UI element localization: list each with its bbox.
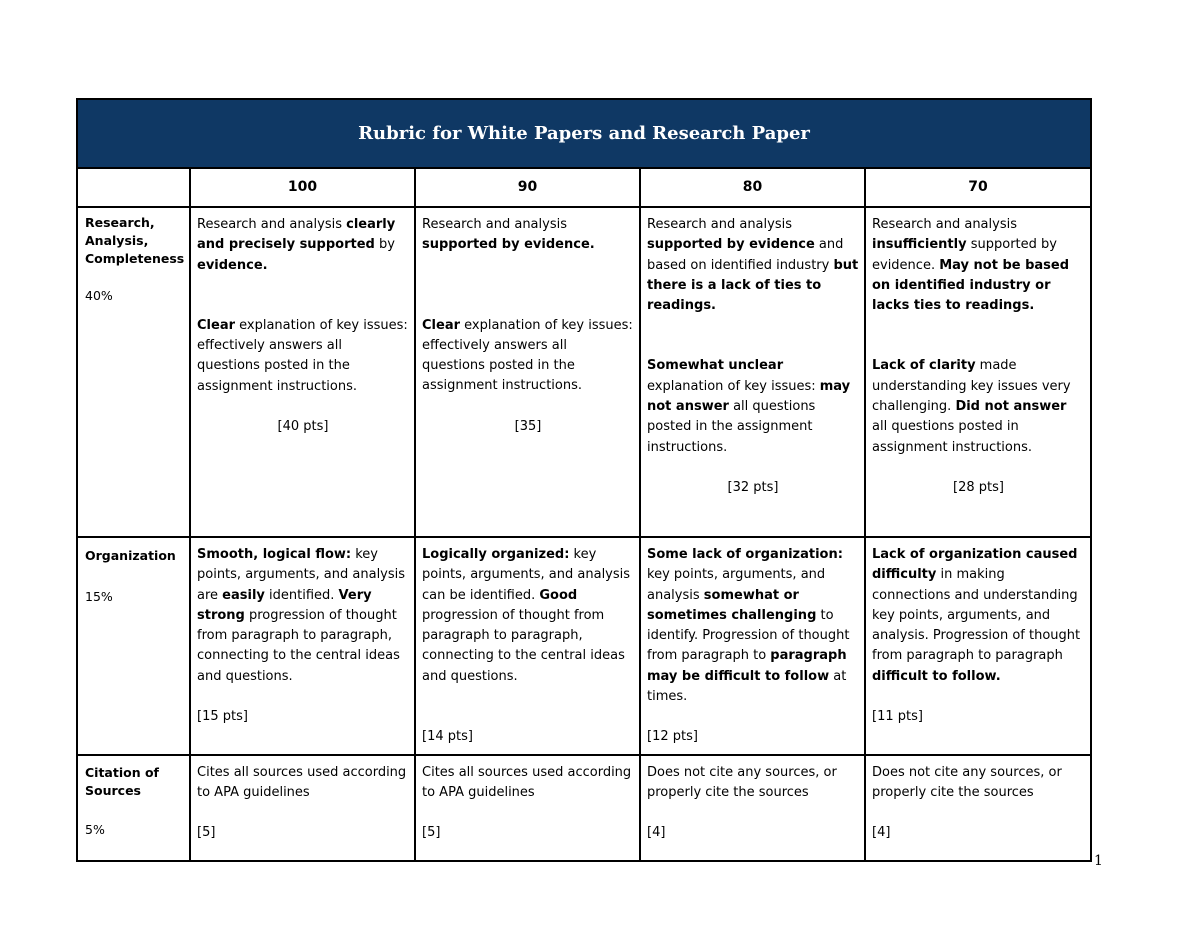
bold-text-run: supported by evidence. <box>422 237 595 253</box>
rubric-table <box>78 169 1090 860</box>
bold-text-run: Smooth, logical flow: <box>197 547 352 562</box>
criterion-name: Completeness <box>85 251 185 266</box>
bold-text-run: but there is a lack of ties to readings. <box>647 257 859 314</box>
bold-text-run: clearly and precisely supported <box>197 217 396 253</box>
cell-points: [32 pts] <box>727 479 779 495</box>
bold-text-run: Logically organized: <box>422 547 570 562</box>
cell-points: [11 pts] <box>872 709 923 725</box>
text-run: key points, arguments, and analysis can be identified. <box>422 547 631 603</box>
rubric-cell <box>190 207 415 537</box>
criterion-weight: 5% <box>85 821 105 837</box>
rubric-cell <box>415 537 640 755</box>
cell-description <box>422 545 634 687</box>
rubric-cell <box>865 537 1090 755</box>
bold-text-run: may not answer <box>647 378 851 415</box>
bold-text-run: evidence. <box>197 257 268 273</box>
cell-points: [28 pts] <box>953 479 1004 495</box>
cell-points: [4] <box>647 825 666 841</box>
bold-text-run: Some lack of organization: <box>647 547 843 562</box>
cell-points: [5] <box>422 825 441 841</box>
text-run: key points, arguments, and analysis are <box>197 547 406 603</box>
cell-description <box>422 763 634 804</box>
score-header-90: 90 <box>415 169 640 207</box>
score-header-70: 70 <box>865 169 1090 207</box>
score-header-80: 80 <box>640 169 865 207</box>
rubric-title-bar <box>78 100 1090 169</box>
text-run: by <box>374 237 395 253</box>
text-run: Research and analysis <box>647 217 792 232</box>
bold-text-run: Very strong <box>197 587 372 623</box>
criterion-cell <box>78 755 190 860</box>
cell-description <box>647 545 859 707</box>
rubric-cell <box>640 755 865 860</box>
text-run: Does not cite any sources, or properly cite the sources <box>647 764 837 800</box>
text-run: at times. <box>647 668 847 705</box>
rubric-cell <box>640 537 865 755</box>
criterion-cell <box>78 207 190 537</box>
cell-description <box>422 215 634 256</box>
text-run: made understanding key issues very challenging. <box>872 358 1071 415</box>
text-run: explanation of key issues: <box>647 378 820 394</box>
text-run: supported by evidence. <box>872 237 1057 273</box>
rubric-table-container <box>76 98 1092 862</box>
bold-text-run: insufficiently <box>872 237 967 253</box>
cell-description <box>197 215 409 276</box>
criterion-header <box>78 169 190 207</box>
criterion-name: Sources <box>85 782 141 798</box>
text-run: progression of thought from paragraph to paragraph, connecting to the central ideas and questions. <box>422 607 625 684</box>
score-header-100: 100 <box>190 169 415 207</box>
cell-description <box>422 316 634 397</box>
text-run: Research and analysis <box>197 217 347 232</box>
cell-points: [15 pts] <box>197 709 248 725</box>
rubric-cell <box>865 755 1090 860</box>
table-row <box>78 207 1090 537</box>
cell-points: [12 pts] <box>647 729 698 745</box>
cell-points: [40 pts] <box>277 419 329 435</box>
text-run: Cites all sources used according to APA guidelines <box>197 764 407 800</box>
criterion-name: Research, <box>85 215 155 230</box>
cell-description <box>197 545 409 687</box>
text-run: in making connections and understanding key points, arguments, and analysis. Progression of thought from paragraph to paragraph <box>872 567 1081 664</box>
text-run: Does not cite any sources, or properly cite the sources <box>872 764 1062 800</box>
text-run: and based on identified industry <box>647 237 844 273</box>
bold-text-run: Good <box>539 587 578 603</box>
cell-points: [35] <box>514 418 542 434</box>
cell-description <box>872 763 1085 804</box>
bold-text-run: easily <box>222 587 265 603</box>
cell-points: [14 pts] <box>422 729 473 745</box>
cell-description <box>197 316 409 397</box>
text-run: progression of thought from paragraph to paragraph, connecting to the central ideas and questions. <box>197 607 400 684</box>
rubric-cell <box>640 207 865 537</box>
bold-text-run: Lack of organization caused difficulty <box>872 547 1078 583</box>
text-run: all questions posted in the assignment instructions. <box>647 399 816 455</box>
text-run: to identify. Progression of thought from paragraph to <box>647 607 850 664</box>
text-run: key points, arguments, and analysis <box>647 567 826 603</box>
rubric-title: Rubric for White Papers and Research Paper <box>358 123 810 144</box>
table-row <box>78 537 1090 755</box>
rubric-cell <box>415 207 640 537</box>
rubric-cell <box>190 537 415 755</box>
cell-description <box>197 763 409 804</box>
text-run: Research and analysis <box>422 217 567 232</box>
rubric-cell <box>190 755 415 860</box>
table-row <box>78 755 1090 860</box>
cell-description <box>647 215 859 316</box>
bold-text-run: Did not answer <box>955 399 1067 415</box>
cell-description <box>647 356 859 457</box>
rubric-cell <box>865 207 1090 537</box>
text-run: Research and analysis <box>872 217 1017 232</box>
criterion-weight: 15% <box>85 589 113 604</box>
criterion-name: Citation of <box>85 764 159 780</box>
cell-points: [4] <box>872 825 891 841</box>
text-run: all questions posted in assignment instructions. <box>872 419 1033 455</box>
bold-text-run: supported by evidence <box>647 237 815 253</box>
cell-points: [5] <box>197 825 216 841</box>
text-run: explanation of key issues: effectively answers all questions posted in the assignment instructions. <box>422 317 633 394</box>
text-run: explanation of key issues: effectively answers all questions posted in the assignment instructions. <box>197 317 408 394</box>
cell-description <box>647 763 859 804</box>
bold-text-run: May not be based on identified industry or lacks ties to readings. <box>872 257 1070 314</box>
cell-description <box>872 545 1085 687</box>
bold-text-run: difficult to follow. <box>872 668 1001 684</box>
criterion-weight: 40% <box>85 288 113 303</box>
bold-text-run: Somewhat unclear <box>647 358 784 374</box>
page-number: 1 <box>1094 853 1103 869</box>
criterion-cell <box>78 537 190 755</box>
bold-text-run: Clear <box>422 317 460 333</box>
cell-description <box>872 215 1085 316</box>
score-header-row <box>78 169 1090 207</box>
bold-text-run: Clear <box>197 317 235 333</box>
text-run: identified. <box>264 587 339 603</box>
bold-text-run: somewhat or sometimes challenging <box>647 587 817 623</box>
cell-description <box>872 356 1085 457</box>
rubric-cell <box>415 755 640 860</box>
bold-text-run: paragraph may be difficult to follow <box>647 648 847 684</box>
criterion-name: Organization <box>85 548 176 563</box>
text-run: Cites all sources used according to APA guidelines <box>422 764 632 800</box>
criterion-name: Analysis, <box>85 233 149 248</box>
bold-text-run: Lack of clarity <box>872 358 976 374</box>
